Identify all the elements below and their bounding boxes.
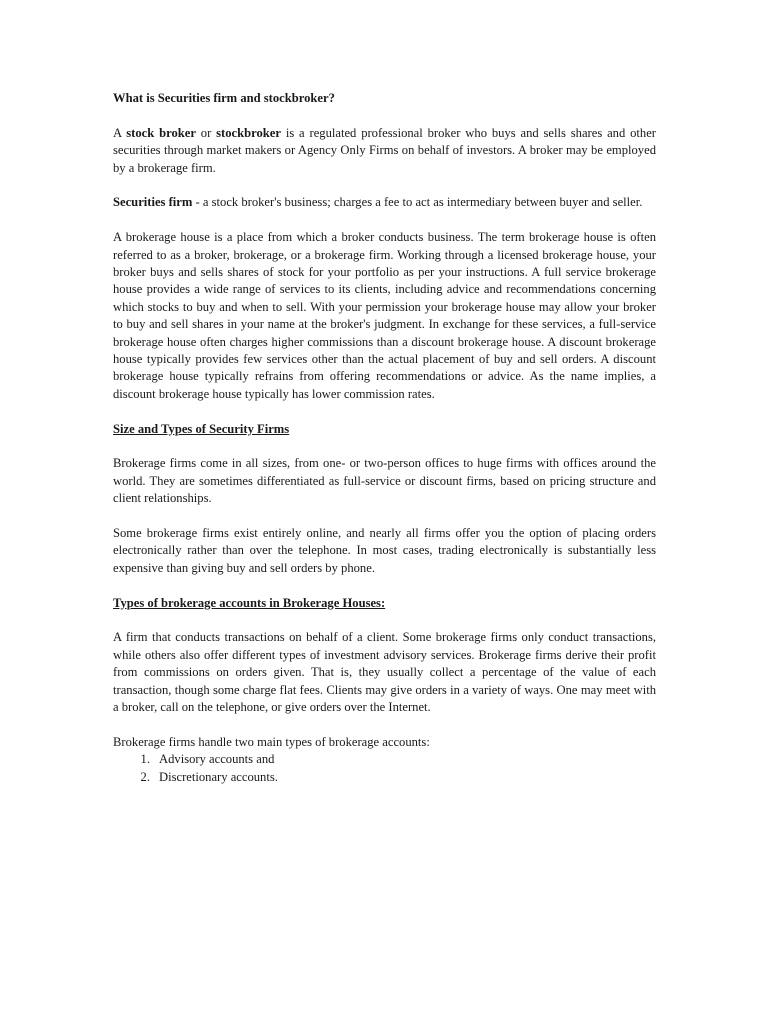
- section-heading-size-types: Size and Types of Security Firms: [113, 421, 290, 436]
- paragraph-securities-firm: [113, 194, 656, 211]
- paragraph-stockbroker-definition: [113, 125, 656, 177]
- section-heading-account-types: Types of brokerage accounts in Brokerage Houses:: [113, 595, 386, 610]
- list-item-number: 1.: [140, 752, 150, 767]
- list-item: [113, 751, 656, 768]
- list-item-text: Advisory accounts and: [159, 752, 275, 767]
- document-page: [113, 90, 656, 786]
- document-title: What is Securities firm and stockbroker?: [113, 91, 335, 105]
- term-stock-broker: stock broker: [126, 125, 196, 140]
- list-item-text: Discretionary accounts.: [159, 769, 278, 784]
- text-securities-firm-definition: - a stock broker's business; charges a fee to act as intermediary between buyer and seller.: [192, 195, 643, 210]
- term-securities-firm: Securities firm: [113, 195, 193, 210]
- paragraph-brokerage-house: A brokerage house is a place from which a broker conducts business. The term brokerage house is often referred to as a broker, brokerage, or a brokerage firm. Working through a licensed brokerage house, your broker buys and sells shares of stock for your portfolio as per your instructions. A full service brokerage house provides a wide range of services to its clients, including advice and recommendations concerning which stocks to buy and when to sell. With your permission your brokerage house may allow your broker to buy and sell shares in your name at the broker's judgment. In exchange for these services, a full-service brokerage house often charges higher commissions than a discount brokerage house. A discount brokerage house typically provides few services other than the actual placement of buy and sell orders. A discount brokerage house typically refrains from offering recommendations or advice. As the name implies, a discount brokerage house typically has lower commission rates.: [113, 230, 656, 401]
- text-prefix: A: [113, 125, 127, 140]
- list-item: [113, 769, 656, 786]
- account-types-list: [113, 751, 656, 786]
- paragraph-firm-transactions: A firm that conducts transactions on behalf of a client. Some brokerage firms only conduct transactions, while others also offer different types of investment advisory services. Brokerage firms derive their profit from commissions on orders given. That is, they usually collect a percentage of the value of each transaction, though some charge flat fees. Clients may give orders in a variety of ways. One may meet with a broker, call on the telephone, or give orders over the Internet.: [113, 630, 656, 715]
- text-definition: is a regulated professional broker who buys and sells shares and other securities through market makers or Agency Only Firms on behalf of investors. A broker may be employed by a brokerage firm.: [113, 125, 656, 175]
- text-or: or: [195, 125, 217, 140]
- paragraph-account-types-intro: Brokerage firms handle two main types of brokerage accounts:: [113, 734, 430, 749]
- paragraph-online-firms: Some brokerage firms exist entirely online, and nearly all firms offer you the option of placing orders electronically rather than over the telephone. In most cases, trading electronically is substantially less expensive than giving buy and sell orders by phone.: [113, 526, 656, 575]
- list-item-number: 2.: [140, 769, 150, 784]
- term-stockbroker: stockbroker: [216, 125, 281, 140]
- paragraph-firm-sizes: Brokerage firms come in all sizes, from one- or two-person offices to huge firms with offices around the world. They are sometimes differentiated as full-service or discount firms, based on pricing structure and client relationships.: [113, 456, 656, 506]
